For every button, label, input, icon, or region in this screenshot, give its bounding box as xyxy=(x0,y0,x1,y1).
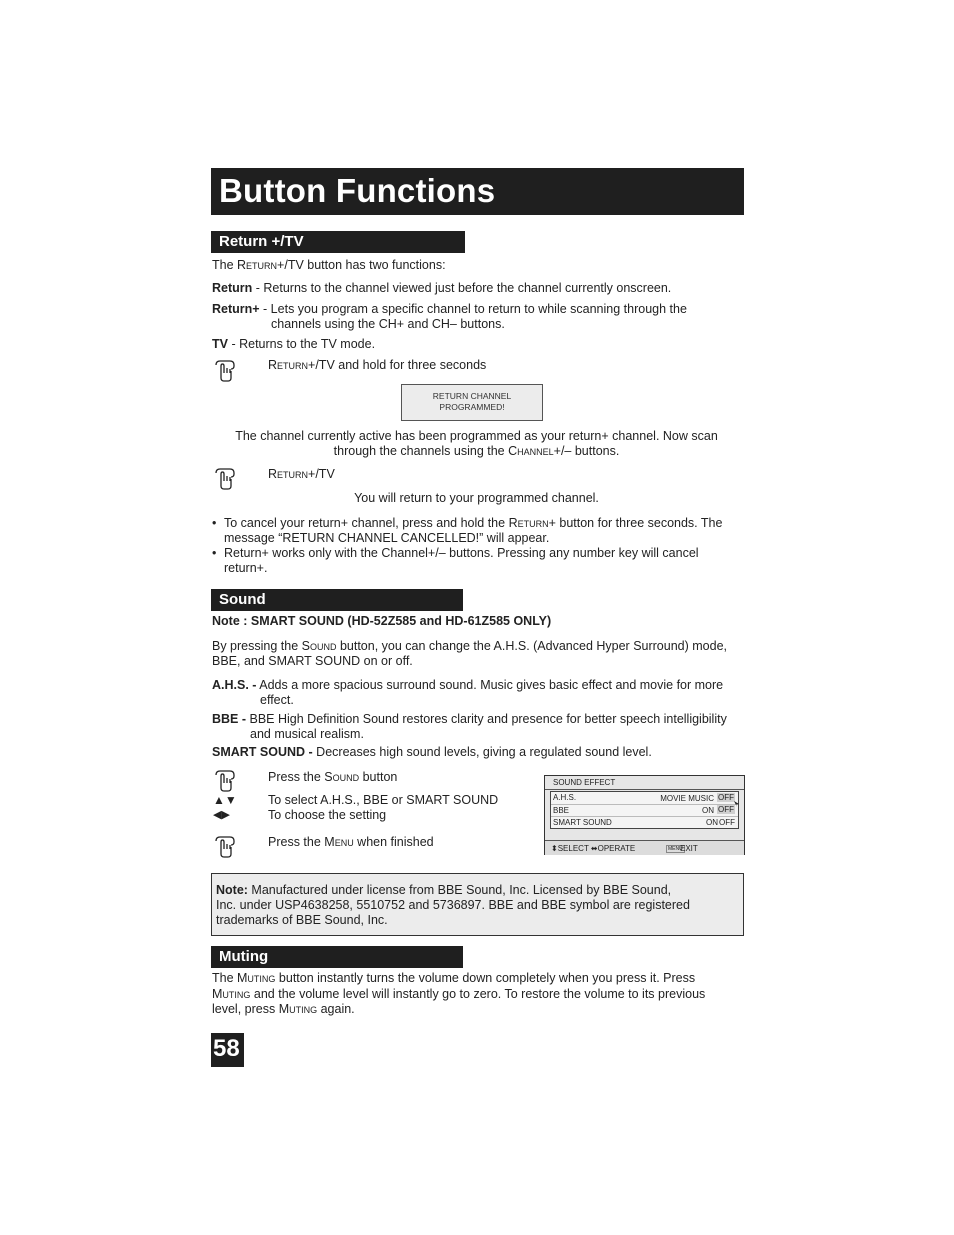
returnplus-description-cont: channels using the CH+ and CH– buttons. xyxy=(271,317,505,331)
sound-intro-line1: By pressing the Sound button, you can change the A.H.S. (Advanced Hyper Surround) mode, xyxy=(212,639,727,653)
return-section-heading: Return +/TV xyxy=(211,231,465,253)
bbe-description: BBE - BBE High Definition Sound restores clarity and presence for better speech intelligibility xyxy=(212,712,727,726)
sound-step-press: Press the Sound button xyxy=(268,770,398,784)
sound-effect-osd xyxy=(544,775,745,855)
press-hand-icon xyxy=(213,467,237,491)
sound-step-menu: Press the Menu when finished xyxy=(268,835,434,849)
return-step-hold: Return+/TV and hold for three seconds xyxy=(268,358,487,372)
programmed-message-line1: The channel currently active has been programmed as your return+ channel. Now scan xyxy=(235,429,718,443)
osd-cursor-icon xyxy=(733,800,741,810)
page-title-bar xyxy=(211,168,744,215)
muting-section-heading: Muting xyxy=(211,946,463,968)
osd-row-bbe: BBE ON OFF xyxy=(551,804,738,817)
osd-footer xyxy=(545,840,744,855)
osd-row-ahs: A.H.S. MOVIE MUSIC OFF xyxy=(551,792,738,805)
sound-section-heading: Sound xyxy=(211,589,463,611)
bullet-marker: • xyxy=(212,516,217,530)
return-step-press: Return+/TV xyxy=(268,467,335,481)
return-result: You will return to your programmed channel. xyxy=(354,491,599,505)
bullet-marker: • xyxy=(212,546,217,560)
tv-description: TV - Returns to the TV mode. xyxy=(212,337,376,351)
press-hand-icon xyxy=(213,835,237,859)
sound-intro-line2: BBE, and SMART SOUND on or off. xyxy=(212,654,413,668)
ahs-description-cont: effect. xyxy=(260,693,294,707)
return-intro: The Return+/TV button has two functions: xyxy=(212,258,446,272)
muting-line1: The Muting button instantly turns the volume down completely when you press it. Press xyxy=(212,971,696,985)
press-hand-icon xyxy=(213,769,237,793)
osd-menu-key: MENU xyxy=(668,846,683,852)
programmed-message-line2: through the channels using the Channel+/– buttons. xyxy=(333,444,620,458)
page-number: 58 xyxy=(211,1033,244,1067)
bbe-license-note: Note: Manufactured under license from BBE Sound, Inc. Licensed by BBE Sound, Inc. under USP4638258, 5510752 and 5736897. BBE and BBE symbol are registered trademarks of BBE Sound, Inc. xyxy=(211,873,744,936)
ahs-description: A.H.S. - Adds a more spacious surround sound. Music gives basic effect and movie for more xyxy=(212,678,724,692)
return-description: Return - Returns to the channel viewed just before the channel currently onscreen. xyxy=(212,281,672,295)
returnplus-description: Return+ - Lets you program a specific channel to return to while scanning through the xyxy=(212,302,687,316)
channel-bullet-line2: return+. xyxy=(224,561,268,575)
sound-step-select: To select A.H.S., BBE or SMART SOUND xyxy=(268,793,499,807)
cancel-bullet-line1: To cancel your return+ channel, press and hold the Return+ button for three seconds. The xyxy=(224,516,723,530)
return-programmed-osd: RETURN CHANNEL PROGRAMMED! xyxy=(401,384,543,421)
bbe-description-cont: and musical realism. xyxy=(250,727,364,741)
osd-exit-hint: EXIT xyxy=(680,844,698,853)
up-down-arrows-icon: ▲▼ xyxy=(213,793,237,807)
osd-header: SOUND EFFECT xyxy=(545,776,744,790)
osd-select-hint: ⬍SELECT ⬌OPERATE xyxy=(551,844,636,853)
sound-step-choose: To choose the setting xyxy=(268,808,387,822)
osd-row-smart-sound: SMART SOUND ON OFF xyxy=(553,818,735,827)
osd-menu-list xyxy=(550,791,739,829)
cancel-bullet-line2: message “RETURN CHANNEL CANCELLED!” will appear. xyxy=(224,531,550,545)
channel-bullet-line1: Return+ works only with the Channel+/– buttons. Pressing any number key will cancel xyxy=(224,546,699,560)
muting-line3: level, press Muting again. xyxy=(212,1002,355,1016)
smart-sound-description: SMART SOUND - Decreases high sound levels, giving a regulated sound level. xyxy=(212,745,652,759)
page-title: Button Functions xyxy=(219,172,496,209)
muting-line2: Muting and the volume level will instantly go to zero. To restore the volume to its previous xyxy=(212,987,706,1001)
press-hand-icon xyxy=(213,359,237,383)
left-right-arrows-icon: ◀▶ xyxy=(213,809,230,821)
smart-sound-note: Note : SMART SOUND (HD-52Z585 and HD-61Z585 ONLY) xyxy=(212,614,552,628)
